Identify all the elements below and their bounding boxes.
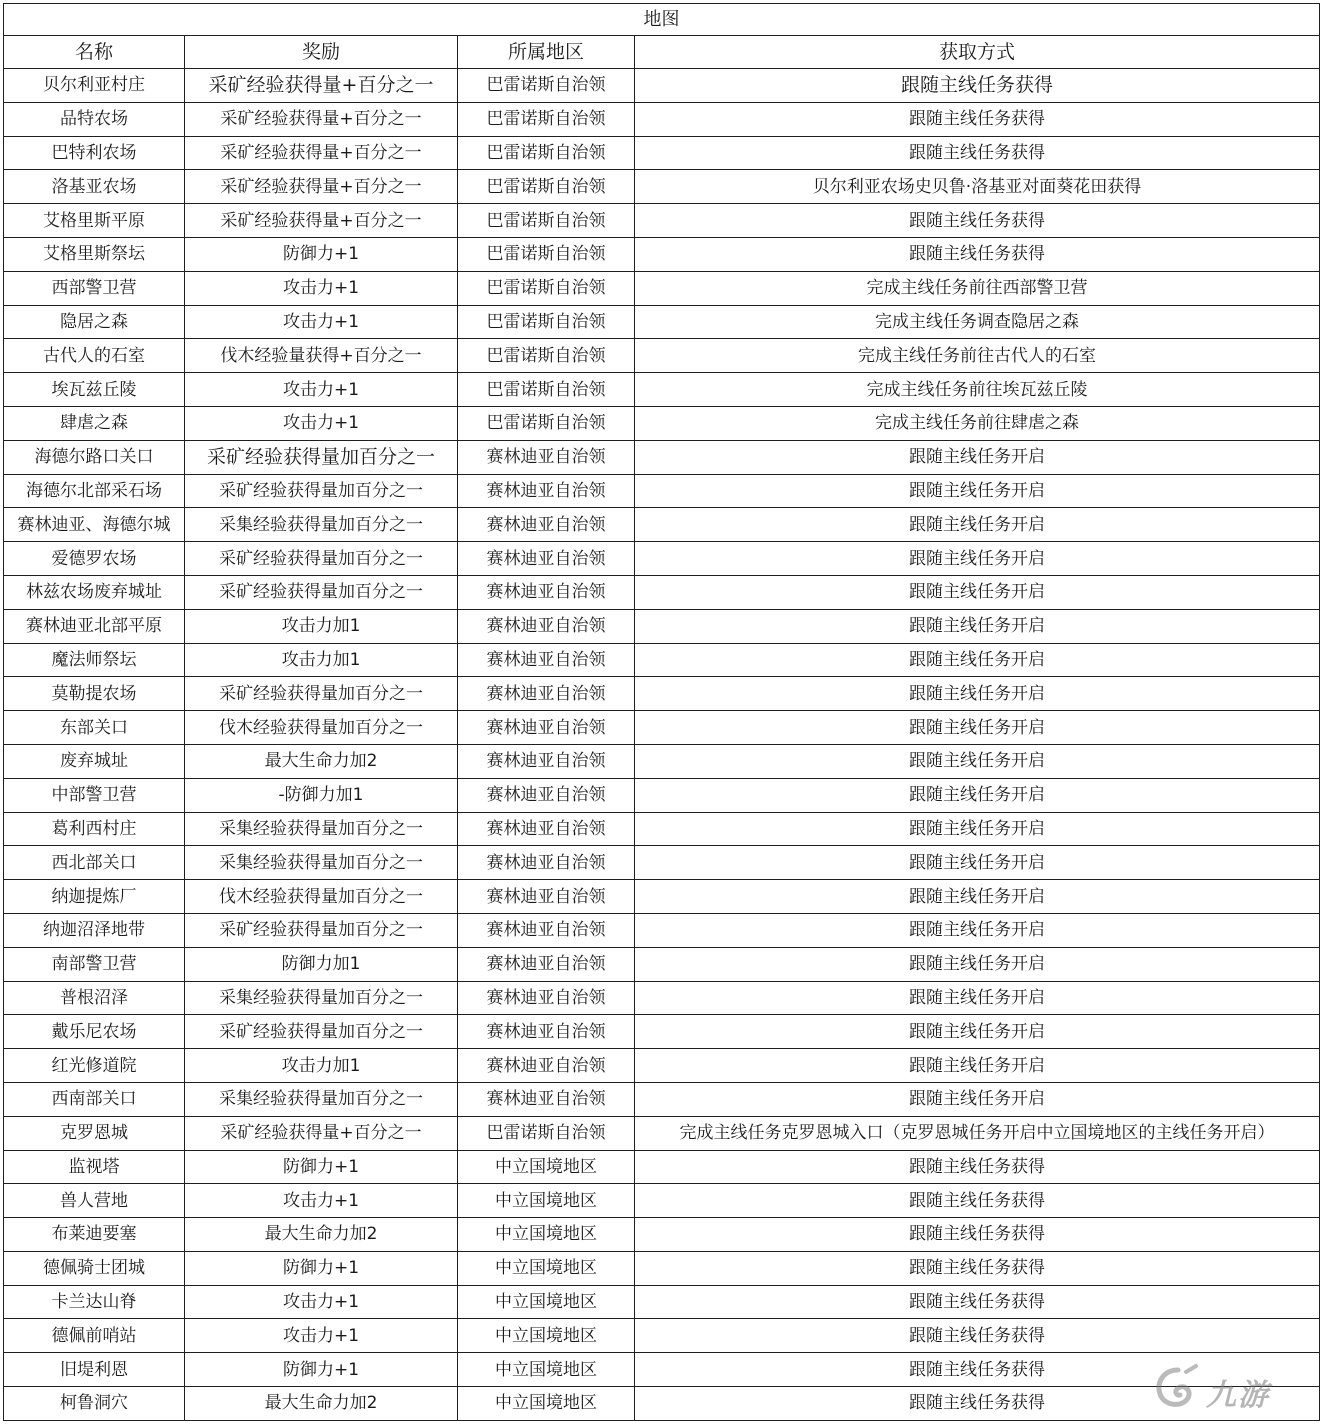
cell-reward: 攻击力加1 [185,609,458,643]
table-row [4,913,1320,947]
cell-method: 跟随主线任务开启 [635,880,1320,914]
cell-method: 跟随主线任务开启 [635,643,1320,677]
table-row [4,474,1320,508]
table-row [4,440,1320,474]
table-row [4,1353,1320,1387]
table-row [4,846,1320,880]
cell-method: 跟随主线任务开启 [635,474,1320,508]
table-row [4,812,1320,846]
cell-reward: 伐木经验量获得+百分之一 [185,339,458,373]
cell-region: 赛林迪亚自治领 [458,744,635,778]
cell-reward: 防御力+1 [185,1251,458,1285]
cell-method: 跟随主线任务开启 [635,1049,1320,1083]
table-row [4,1116,1320,1150]
cell-name: 隐居之森 [4,305,185,339]
cell-region: 巴雷诺斯自治领 [458,1116,635,1150]
cell-region: 赛林迪亚自治领 [458,981,635,1015]
cell-name: 废弃城址 [4,744,185,778]
cell-method: 跟随主线任务获得 [635,1285,1320,1319]
cell-reward: 伐木经验获得量加百分之一 [185,711,458,745]
table-row [4,305,1320,339]
cell-region: 巴雷诺斯自治领 [458,69,635,103]
cell-name: 纳迦沼泽地带 [4,913,185,947]
cell-reward: 攻击力+1 [185,1285,458,1319]
cell-method: 跟随主线任务开启 [635,508,1320,542]
cell-method: 跟随主线任务获得 [635,1353,1320,1387]
cell-method: 跟随主线任务开启 [635,542,1320,576]
watermark-logo [1148,1362,1308,1422]
cell-region: 中立国境地区 [458,1184,635,1218]
table-row [4,1015,1320,1049]
table-row [4,1387,1320,1421]
cell-region: 巴雷诺斯自治领 [458,136,635,170]
cell-name: 埃瓦兹丘陵 [4,373,185,407]
cell-name: 德佩骑士团城 [4,1251,185,1285]
cell-reward: 采矿经验获得量加百分之一 [185,677,458,711]
cell-reward: 攻击力+1 [185,271,458,305]
cell-reward: 采矿经验获得量+百分之一 [185,170,458,204]
cell-reward: 采矿经验获得量加百分之一 [185,575,458,609]
cell-method: 跟随主线任务开启 [635,1082,1320,1116]
cell-region: 赛林迪亚自治领 [458,812,635,846]
cell-method: 跟随主线任务获得 [635,1218,1320,1252]
cell-method: 跟随主线任务开启 [635,778,1320,812]
cell-name: 巴特利农场 [4,136,185,170]
cell-region: 赛林迪亚自治领 [458,1015,635,1049]
table-row [4,1218,1320,1252]
cell-reward: 采集经验获得量加百分之一 [185,981,458,1015]
cell-method: 跟随主线任务获得 [635,237,1320,271]
table-row [4,1184,1320,1218]
cell-reward: 采矿经验获得量加百分之一 [185,1015,458,1049]
cell-method: 跟随主线任务开启 [635,913,1320,947]
cell-region: 赛林迪亚自治领 [458,880,635,914]
cell-region: 巴雷诺斯自治领 [458,305,635,339]
header-method: 获取方式 [635,36,1320,69]
table-row [4,373,1320,407]
cell-reward: 攻击力+1 [185,305,458,339]
cell-method: 完成主线任务前往西部警卫营 [635,271,1320,305]
cell-name: 爱德罗农场 [4,542,185,576]
cell-name: 布莱迪要塞 [4,1218,185,1252]
map-table [3,3,1320,1421]
cell-region: 中立国境地区 [458,1150,635,1184]
cell-reward: 防御力+1 [185,1353,458,1387]
cell-method: 完成主线任务前往肆虐之森 [635,406,1320,440]
cell-method: 跟随主线任务开启 [635,846,1320,880]
cell-method: 完成主线任务前往古代人的石室 [635,339,1320,373]
cell-reward: 采矿经验获得量加百分之一 [185,440,458,474]
table-row [4,1150,1320,1184]
cell-reward: 最大生命力加2 [185,744,458,778]
cell-name: 红光修道院 [4,1049,185,1083]
table-row [4,339,1320,373]
cell-region: 中立国境地区 [458,1319,635,1353]
table-row [4,1049,1320,1083]
cell-reward: 伐木经验获得量加百分之一 [185,880,458,914]
cell-method: 跟随主线任务获得 [635,1387,1320,1421]
cell-reward: 采集经验获得量加百分之一 [185,1082,458,1116]
cell-name: 海德尔北部采石场 [4,474,185,508]
cell-name: 中部警卫营 [4,778,185,812]
cell-region: 赛林迪亚自治领 [458,474,635,508]
cell-reward: 最大生命力加2 [185,1387,458,1421]
header-reward: 奖励 [185,36,458,69]
cell-name: 监视塔 [4,1150,185,1184]
cell-name: 普根沼泽 [4,981,185,1015]
cell-region: 巴雷诺斯自治领 [458,204,635,238]
table-header-row [4,36,1320,69]
cell-region: 赛林迪亚自治领 [458,1049,635,1083]
cell-method: 跟随主线任务获得 [635,1251,1320,1285]
cell-method: 跟随主线任务开启 [635,711,1320,745]
cell-method: 完成主线任务前往埃瓦兹丘陵 [635,373,1320,407]
cell-method: 跟随主线任务获得 [635,69,1320,103]
cell-region: 巴雷诺斯自治领 [458,237,635,271]
cell-name: 艾格里斯平原 [4,204,185,238]
cell-region: 赛林迪亚自治领 [458,440,635,474]
cell-name: 艾格里斯祭坛 [4,237,185,271]
cell-method: 跟随主线任务开启 [635,744,1320,778]
cell-name: 南部警卫营 [4,947,185,981]
table-row [4,1319,1320,1353]
table-row [4,406,1320,440]
table-row [4,1251,1320,1285]
cell-method: 跟随主线任务开启 [635,1015,1320,1049]
cell-name: 卡兰达山脊 [4,1285,185,1319]
cell-reward: 攻击力+1 [185,406,458,440]
cell-name: 品特农场 [4,102,185,136]
cell-region: 巴雷诺斯自治领 [458,373,635,407]
cell-reward: 防御力+1 [185,1150,458,1184]
table-row [4,744,1320,778]
cell-name: 古代人的石室 [4,339,185,373]
cell-method: 跟随主线任务获得 [635,1150,1320,1184]
cell-method: 跟随主线任务开启 [635,812,1320,846]
cell-name: 莫勒提农场 [4,677,185,711]
cell-name: 德佩前哨站 [4,1319,185,1353]
cell-reward: 采矿经验获得量+百分之一 [185,204,458,238]
cell-region: 赛林迪亚自治领 [458,508,635,542]
cell-reward: 攻击力加1 [185,643,458,677]
cell-region: 中立国境地区 [458,1251,635,1285]
cell-region: 中立国境地区 [458,1387,635,1421]
cell-name: 纳迦提炼厂 [4,880,185,914]
cell-method: 跟随主线任务开启 [635,575,1320,609]
cell-region: 赛林迪亚自治领 [458,1082,635,1116]
cell-name: 东部关口 [4,711,185,745]
cell-method: 跟随主线任务开启 [635,981,1320,1015]
cell-method: 跟随主线任务开启 [635,440,1320,474]
cell-reward: 采集经验获得量加百分之一 [185,508,458,542]
swirl-logo-icon [1148,1362,1208,1422]
header-region: 所属地区 [458,36,635,69]
table-row [4,981,1320,1015]
cell-reward: 防御力加1 [185,947,458,981]
cell-reward: 采集经验获得量加百分之一 [185,846,458,880]
cell-reward: -防御力加1 [185,778,458,812]
watermark-text: 九游 [1206,1378,1270,1413]
cell-region: 赛林迪亚自治领 [458,643,635,677]
cell-reward: 采矿经验获得量加百分之一 [185,474,458,508]
cell-region: 中立国境地区 [458,1353,635,1387]
table-row [4,69,1320,103]
table-row [4,204,1320,238]
table-row [4,237,1320,271]
cell-reward: 攻击力加1 [185,1049,458,1083]
cell-region: 赛林迪亚自治领 [458,846,635,880]
table-row [4,170,1320,204]
table-row [4,778,1320,812]
cell-region: 中立国境地区 [458,1285,635,1319]
cell-method: 跟随主线任务获得 [635,136,1320,170]
cell-name: 西南部关口 [4,1082,185,1116]
cell-reward: 采集经验获得量加百分之一 [185,812,458,846]
table-row [4,102,1320,136]
cell-method: 跟随主线任务获得 [635,102,1320,136]
table-row [4,1285,1320,1319]
cell-method: 跟随主线任务开启 [635,947,1320,981]
cell-method: 贝尔利亚农场史贝鲁·洛基亚对面葵花田获得 [635,170,1320,204]
cell-reward: 采矿经验获得量+百分之一 [185,69,458,103]
cell-method: 跟随主线任务获得 [635,1319,1320,1353]
cell-name: 兽人营地 [4,1184,185,1218]
cell-region: 赛林迪亚自治领 [458,575,635,609]
cell-name: 旧堤利恩 [4,1353,185,1387]
cell-name: 贝尔利亚村庄 [4,69,185,103]
cell-reward: 采矿经验获得量+百分之一 [185,102,458,136]
cell-name: 林兹农场废弃城址 [4,575,185,609]
cell-region: 赛林迪亚自治领 [458,711,635,745]
cell-name: 赛林迪亚、海德尔城 [4,508,185,542]
cell-region: 巴雷诺斯自治领 [458,406,635,440]
table-row [4,1082,1320,1116]
cell-name: 洛基亚农场 [4,170,185,204]
cell-method: 跟随主线任务获得 [635,1184,1320,1218]
cell-region: 赛林迪亚自治领 [458,778,635,812]
cell-method: 完成主线任务调查隐居之森 [635,305,1320,339]
cell-name: 葛利西村庄 [4,812,185,846]
cell-region: 赛林迪亚自治领 [458,542,635,576]
cell-reward: 攻击力+1 [185,373,458,407]
cell-method: 完成主线任务克罗恩城入口（克罗恩城任务开启中立国境地区的主线任务开启） [635,1116,1320,1150]
cell-region: 巴雷诺斯自治领 [458,102,635,136]
cell-region: 赛林迪亚自治领 [458,913,635,947]
cell-name: 西北部关口 [4,846,185,880]
cell-region: 巴雷诺斯自治领 [458,339,635,373]
cell-method: 跟随主线任务开启 [635,609,1320,643]
cell-region: 赛林迪亚自治领 [458,677,635,711]
cell-method: 跟随主线任务获得 [635,204,1320,238]
table-row [4,880,1320,914]
cell-name: 柯鲁洞穴 [4,1387,185,1421]
cell-reward: 攻击力+1 [185,1184,458,1218]
cell-reward: 采矿经验获得量+百分之一 [185,136,458,170]
header-name: 名称 [4,36,185,69]
table-row [4,508,1320,542]
cell-name: 克罗恩城 [4,1116,185,1150]
table-row [4,542,1320,576]
table-row [4,136,1320,170]
cell-reward: 攻击力+1 [185,1319,458,1353]
table-row [4,643,1320,677]
table-row [4,711,1320,745]
cell-reward: 采矿经验获得量加百分之一 [185,542,458,576]
cell-reward: 防御力+1 [185,237,458,271]
table-row [4,271,1320,305]
cell-reward: 采矿经验获得量加百分之一 [185,913,458,947]
cell-region: 赛林迪亚自治领 [458,947,635,981]
cell-region: 巴雷诺斯自治领 [458,170,635,204]
cell-region: 赛林迪亚自治领 [458,609,635,643]
cell-region: 中立国境地区 [458,1218,635,1252]
cell-region: 巴雷诺斯自治领 [458,271,635,305]
cell-name: 肆虐之森 [4,406,185,440]
table-row [4,677,1320,711]
table-title-row [4,4,1320,36]
cell-method: 跟随主线任务开启 [635,677,1320,711]
table-row [4,947,1320,981]
cell-name: 魔法师祭坛 [4,643,185,677]
table-title: 地图 [4,4,1320,36]
cell-name: 西部警卫营 [4,271,185,305]
table-row [4,575,1320,609]
cell-reward: 最大生命力加2 [185,1218,458,1252]
cell-name: 戴乐尼农场 [4,1015,185,1049]
table-row [4,609,1320,643]
cell-name: 海德尔路口关口 [4,440,185,474]
cell-reward: 采矿经验获得量+百分之一 [185,1116,458,1150]
cell-name: 赛林迪亚北部平原 [4,609,185,643]
